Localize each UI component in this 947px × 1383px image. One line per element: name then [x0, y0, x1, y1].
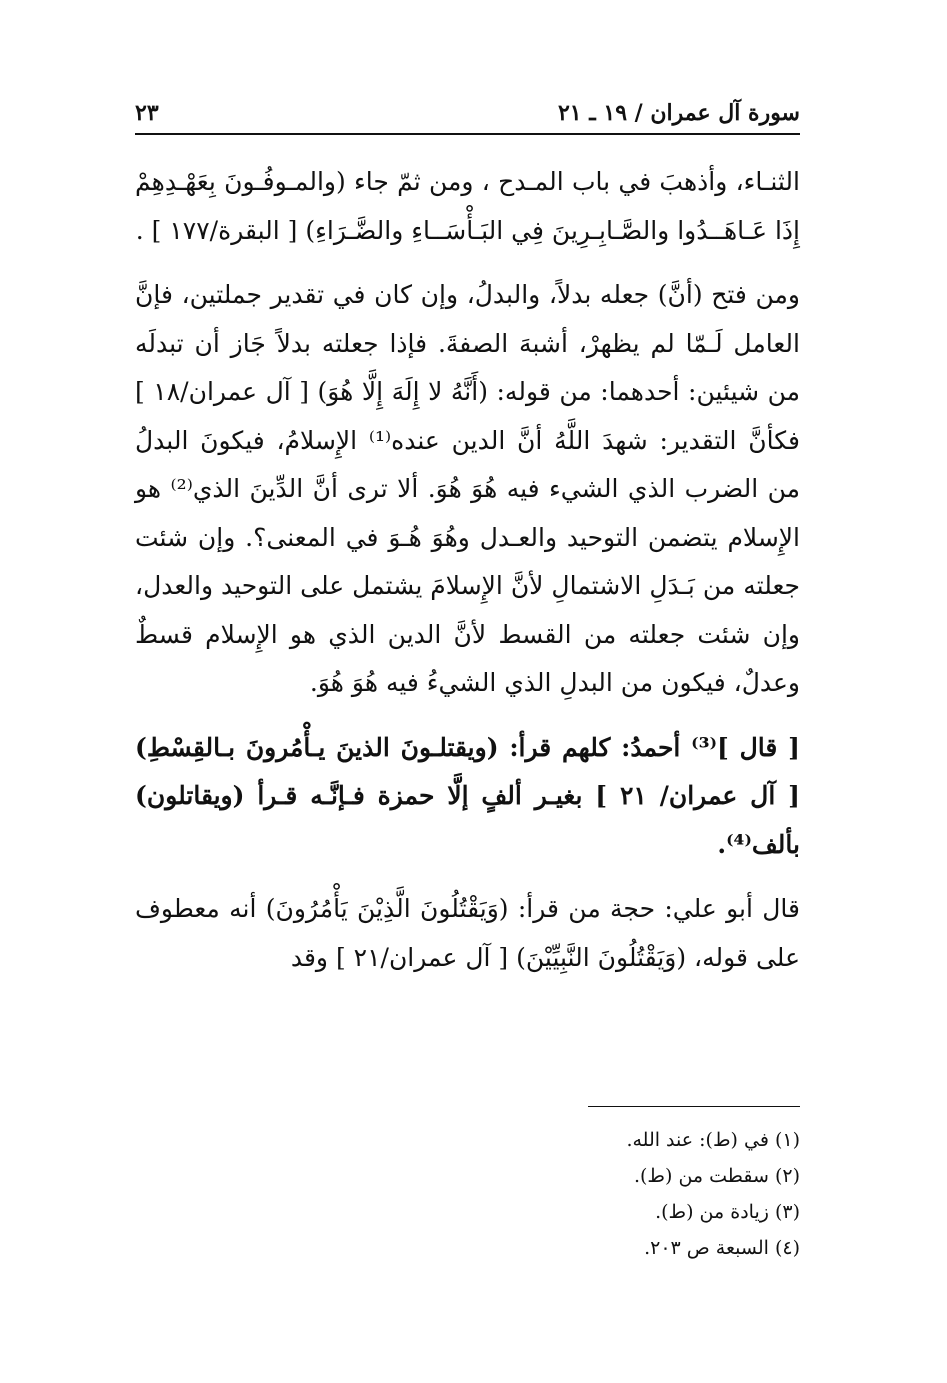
main-text	[135, 158, 800, 998]
footnote-rule	[588, 1106, 800, 1107]
running-title: سورة آل عمران / ١٩ ـ ٢١	[557, 100, 800, 126]
footnote: (١) في (ط): عند الله.	[626, 1129, 800, 1151]
page-number: ٢٣	[135, 100, 159, 126]
footnote: (٢) سقطت من (ط).	[633, 1165, 800, 1187]
footnotes	[400, 1122, 800, 1266]
header-rule	[135, 133, 800, 135]
page-header	[135, 96, 800, 130]
footnote: (٤) السبعة ص ٢٠٣.	[644, 1237, 800, 1259]
paragraph: ومن فتح (أنَّ) جعله بدلاً، والبدلُ، وإن كان في تقدير جملتين، فإنَّ العامل لَـمّا لم يظهرْ، أشبهَ الصفةَ. فإذا جعلته بدلاً جَاز أن تبدلَه من شيئين: أحدهما: من قوله: (أَنَّهُ لا إِلَهَ إِلَّا هُوَ) [ آل عمران/١٨ ] فكأنَّ التقدير: شهدَ اللَّهُ أنَّ الدين عنده⁽¹⁾ الإِسلامُ، فيكونَ البدلُ من الضرب الذي الشيء فيه هُوَ هُوَ. ألا ترى أنَّ الدِّينَ الذي⁽²⁾ هو الإِسلام يتضمن التوحيد والعـدل وهُوَ هُـوَ في المعنى؟. وإن شئت جعلته من بَـدَلِ الاشتمالِ لأنَّ الإِسلامَ يشتمل على التوحيد والعدل، وإن شئت جعلته من القسط لأنَّ الدين الذي هو الإِسلام قسطٌ وعدلٌ، فيكون من البدلِ الذي الشيءُ فيه هُوَ هُوَ.	[135, 280, 801, 697]
footnote: (٣) زيادة من (ط).	[655, 1201, 800, 1223]
paragraph: الثنـاء، وأذهبَ في باب المـدح ، ومن ثمّ جاء (والمـوفُـونَ بِعَهْـدِهِمْ إِذَا عَـاهَــدُوا والصَّـابِـرِينَ فِي البَـأْسَــاءِ والضَّـرَاءِ) [ البقرة/١٧٧ ] .	[135, 167, 800, 245]
paragraph-bold: [ قال ]⁽³⁾ أحمدُ: كلهم قرأ: (ويقتلـونَ الذينَ يـأْمُرونَ بـالقِسْطِ) [ آل عمران/ ٢١ ] بغيـر ألفٍ إلَّا حمزة فـإنَّـه قـرأ (ويقاتلون) بألف⁽⁴⁾.	[135, 732, 800, 859]
paragraph: قال أبو علي: حجة من قرأ: (وَيَقْتُلُونَ الَّذِيْنَ يَأْمُرُونَ) أنه معطوف على قوله، (وَيَقْتُلُونَ النَّبِيِّيْنَ) [ آل عمران/٢١ ] وقد	[135, 894, 800, 972]
